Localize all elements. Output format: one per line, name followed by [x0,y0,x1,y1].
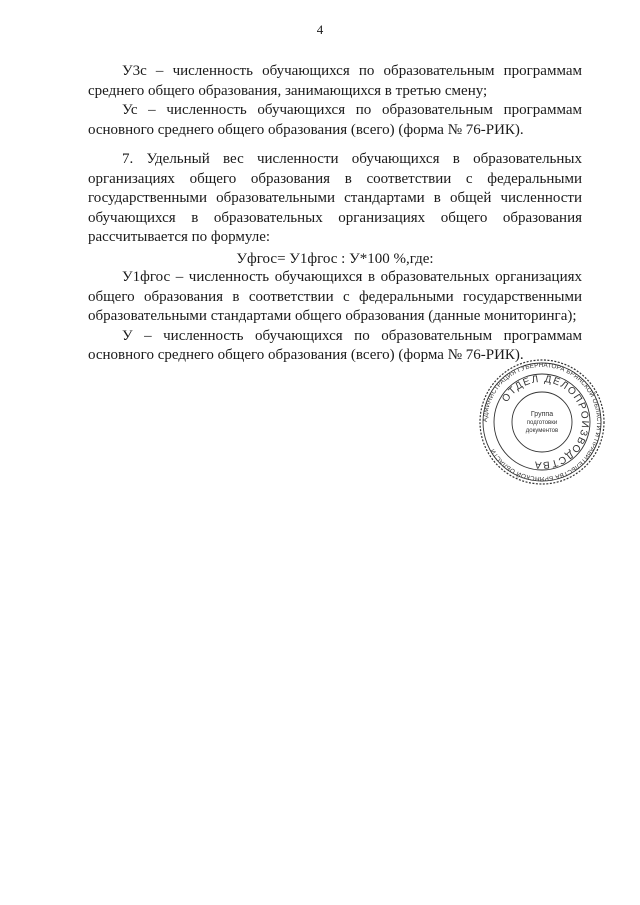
stamp-center-line-3: документов [525,428,559,434]
definition-u3c: У3с – численность обучающихся по образовательным программам среднего общего образования, занимающихся в третью смену; [88,63,582,99]
definition-uc: Ус – численность обучающихся по образовательным программам основного среднего общего образования (всего) (форма № 76-РИК). [88,102,582,138]
stamp-center-line-1: Группа [530,411,554,418]
stamp-outer-text: АДМИНИСТРАЦИЯ ГУБЕРНАТОРА БРЯНСКОЙ ОБЛАСТИ И ПРАВИТЕЛЬСТВА БРЯНСКОЙ ОБЛАСТИ [481,361,603,483]
office-seal-stamp [478,358,606,486]
stamp-center-line-2: подготовки [526,420,558,426]
definition-u: У – численность обучающихся по образовательным программам основного среднего общего образования (всего) (форма № 76-РИК). [88,327,582,363]
page-number: 4 [316,22,324,37]
bottom-definitions [88,268,582,366]
top-definitions [88,62,582,140]
definition-u1fgos: У1фгос – численность обучающихся в образовательных организациях общего образования в соответствии с федеральными государственными образовательными стандартами общего образования (данные мониторинга); [88,269,582,324]
item-7-text: 7. Удельный вес численности обучающихся в образовательных организациях общего образования в соответствии с федеральными государственными образовательными стандартами в общей численности обучающихся в образовательных организациях общего образования рассчитывается по формуле: [88,151,582,245]
formula: Уфгос= У1фгос : У*100 %,где: [236,250,434,267]
stamp-inner-text: ОТДЕЛ ДЕЛОПРОИЗВОДСТВА [500,373,591,471]
item-7 [88,150,582,269]
